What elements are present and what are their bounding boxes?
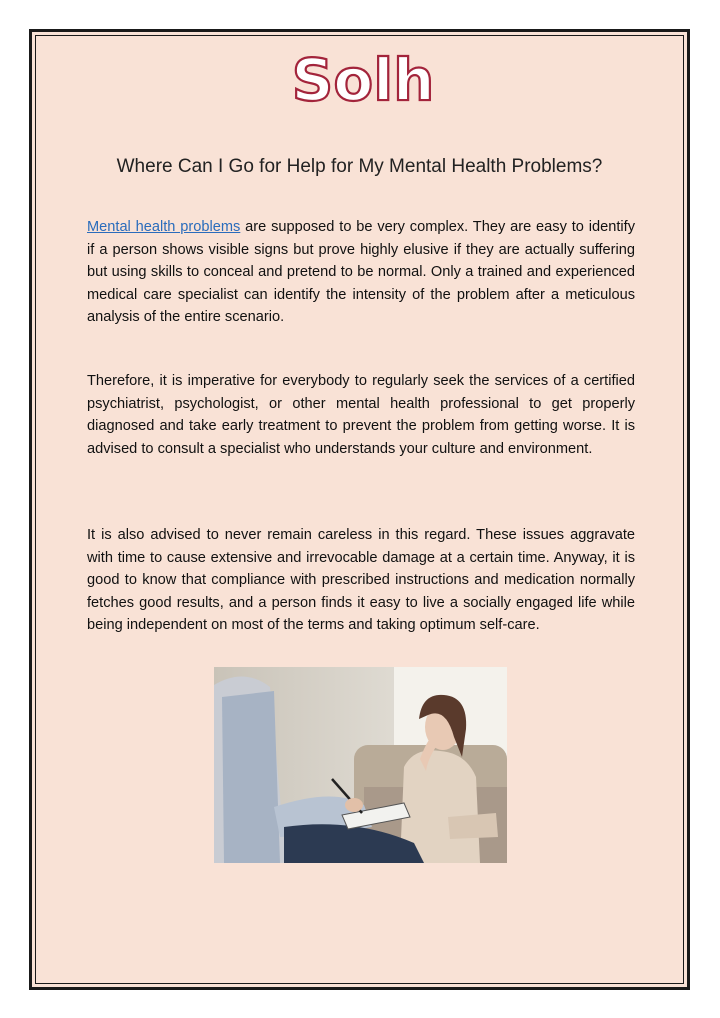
page-frame	[29, 29, 690, 990]
page-title: Where Can I Go for Help for My Mental Health Problems?	[116, 156, 603, 177]
logo-text: Solh	[291, 46, 435, 108]
solh-logo	[291, 40, 436, 108]
paragraph-1-text: are supposed to be very complex. They are easy to identify if a person shows visible signs but prove highly elusive if they are actually suffering but using skills to conceal and pretend to be normal. Only a trained and experienced medical care specialist can identify the intensity of the problem after a meticulous analysis of the entire scenario.	[87, 219, 635, 326]
paragraph-3: It is also advised to never remain careless in this regard. These issues aggravate with time to cause extensive and irrevocable damage at a certain time. Anyway, it is good to know that compliance with prescribed instructions and medication normally fetches good results, and a person finds it easy to live a socially engaged life while being independent on most of the terms and taking optimum self-care.	[87, 527, 635, 634]
paragraph-1	[87, 216, 635, 329]
counseling-session-photo	[214, 667, 507, 863]
paragraph-2: Therefore, it is imperative for everybody to regularly seek the services of a certified psychiatrist, psychologist, or other mental health professional to get properly diagnosed and take early treatment to prevent the problem from getting worse. It is advised to consult a specialist who understands your culture and environment.	[87, 373, 635, 457]
mental-health-problems-link[interactable]: Mental health problems	[87, 219, 241, 235]
